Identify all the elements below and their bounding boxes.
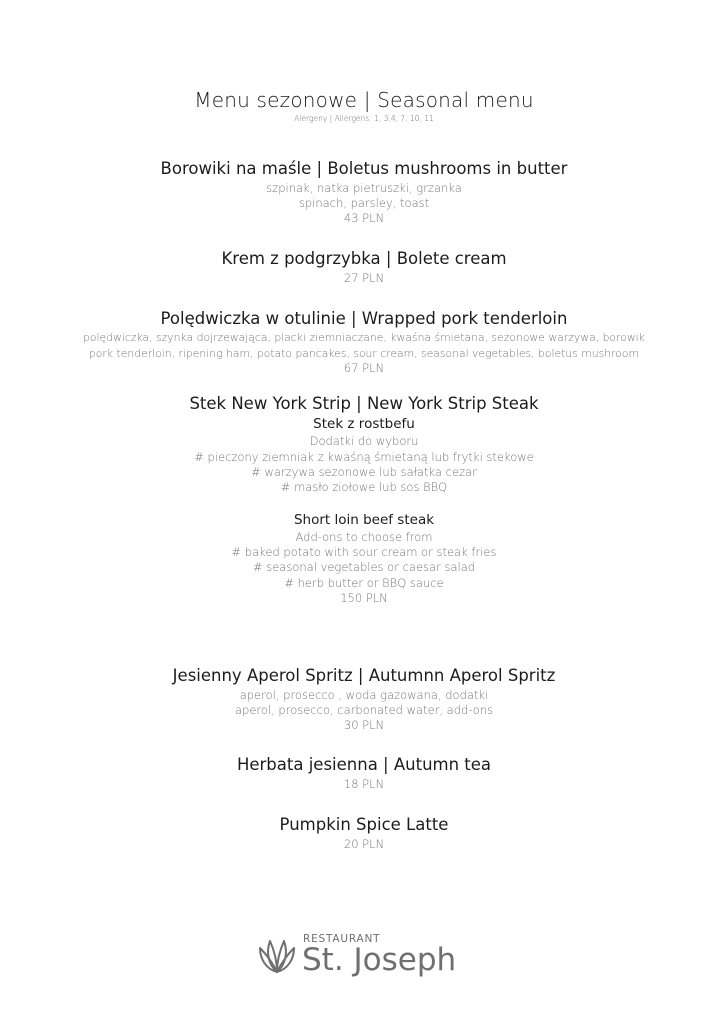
drink-name: Jesienny Aperol Spritz | Autumnn Aperol Spritz (172, 666, 556, 685)
drink-price: 30 PLN (343, 718, 385, 732)
dish-description-en: pork tenderloin, ripening ham, potato pancakes, sour cream, seasonal vegetables, boletus mushroom (88, 347, 640, 360)
restaurant-logo (256, 930, 486, 990)
addons-line: # warzywa sezonowe lub sałatka cezar (251, 465, 477, 479)
logo-restaurant-label: RESTAURANT (303, 933, 381, 945)
drink-description-en: aperol, prosecco, carbonated water, add-ons (234, 703, 494, 717)
addons-line: Add-ons to choose from (295, 530, 433, 544)
drink-name: Herbata jesienna | Autumn tea (236, 755, 492, 774)
dish-name: Krem z podgrzybka | Bolete cream (221, 249, 507, 268)
dish-price: 43 PLN (343, 211, 385, 225)
dish-description-en: spinach, parsley, toast (298, 196, 430, 210)
drink-price: 18 PLN (343, 777, 385, 791)
addons-line: # pieczony ziemniak z kwaśną śmietaną lub frytki stekowe (194, 450, 534, 464)
dish-description-pl: szpinak, natka pietruszki, grzanka (266, 181, 462, 195)
addons-line: # seasonal vegetables or caesar salad (252, 560, 476, 574)
dish-subtitle-pl: Stek z rostbefu (313, 416, 415, 432)
lotus-logo-icon (256, 934, 298, 976)
addons-line: # baked potato with sour cream or steak fries (231, 545, 497, 559)
logo-restaurant-name: St. Joseph (302, 942, 457, 978)
dish-price: 67 PLN (343, 361, 385, 375)
dish-name: Stek New York Strip | New York Strip Steak (189, 394, 539, 413)
dish-price: 150 PLN (340, 591, 388, 605)
addons-line: # herb butter or BBQ sauce (284, 576, 444, 590)
drink-name: Pumpkin Spice Latte (279, 815, 449, 834)
dish-price: 27 PLN (343, 271, 385, 285)
page-title: Menu sezonowe | Seasonal menu (194, 88, 534, 112)
dish-subtitle-en: Short loin beef steak (293, 512, 435, 528)
drink-description-pl: aperol, prosecco , woda gazowana, dodatki (239, 688, 489, 702)
allergens-note: Alergeny | Allergens: 1, 3,4, 7, 10, 11 (294, 114, 434, 123)
dish-description-pl: polędwiczka, szynka dojrzewająca, placki ziemniaczane, kwaśna śmietana, sezonowe warzywa, borowik (83, 331, 645, 344)
drink-price: 20 PLN (343, 837, 385, 851)
dish-name: Borowiki na maśle | Boletus mushrooms in butter (160, 159, 568, 178)
addons-line: # masło ziołowe lub sos BBQ (280, 480, 448, 494)
addons-line: Dodatki do wyboru (309, 434, 419, 448)
dish-name: Polędwiczka w otulinie | Wrapped pork tenderloin (160, 309, 568, 328)
